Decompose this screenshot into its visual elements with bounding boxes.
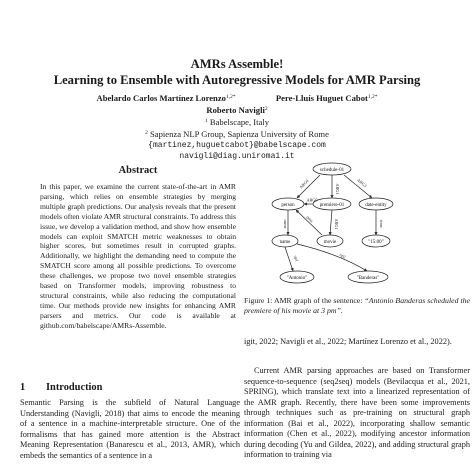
affiliation-1-marker: 1	[204, 118, 208, 124]
amr-graph-figure	[264, 158, 474, 290]
node-premiere-label: premiere-01	[319, 202, 345, 208]
author-3: Roberto Navigli	[206, 105, 265, 115]
author-block	[0, 92, 474, 162]
title-line-2: Learning to Ensemble with Autoregressive Models for AMR Parsing	[53, 73, 421, 87]
affiliation-2-text: Sapienza NLP Group, Sapienza University of Rome	[149, 129, 329, 139]
section-number: 1	[20, 382, 26, 393]
figure-caption-label: Figure 1: AMR graph of the sentence:	[244, 296, 363, 305]
author-names-line	[0, 92, 474, 104]
node-banderas-label: "Banderas"	[356, 275, 380, 281]
section-title: Introduction	[46, 382, 103, 393]
author-1: Abelardo Carlos Martínez Lorenzo	[96, 93, 226, 103]
edge-label-time: time	[379, 220, 384, 228]
edge-label-op1: op1	[292, 254, 300, 263]
figure-caption-sentence: “Antonio Banderas scheduled the premiere of his movie at 3 pm”.	[244, 296, 470, 315]
affiliation-2-marker: 2	[145, 130, 148, 136]
node-person-label: person	[281, 202, 295, 208]
node-date-label: date-entity	[365, 202, 387, 208]
introduction-text: Semantic Parsing is the subfield of Natural Language Understanding (Navigli, 2018) that aims to encode the meaning of a sentence in a machine-interpretable structure. One of the formalisms that has gained more attention is the Abstract Meaning Representation (Banarescu et al., 2013, AMR), which embeds the semantics of a sentence in a	[20, 398, 240, 460]
right-column-top-text: igit, 2022; Navigli et al., 2022; Martínez Lorenzo et al., 2022).	[244, 337, 452, 346]
abstract-heading: Abstract	[118, 165, 158, 176]
edge-label-name: name	[283, 219, 288, 229]
edge-label-op2: op2	[338, 251, 347, 260]
right-column-paragraph: Current AMR parsing approaches are based on Transformer sequence-to-sequence (seq2seq) models (Bevilacqua et al., 2021, SPRING), which translate text into a linearized representation of the AMR graph. Recently, there have been some improvements through techniques such as pre-training on structural graph information (Bai et al., 2022), incorporating shallow semantic information (Chen et al., 2022), modifying ancestor information during decoding (Yu and Gildea, 2022), and adding structural graph information to training via	[244, 366, 470, 459]
affiliation-1-text: Babelscape, Italy	[209, 117, 270, 127]
edge-name-antonio	[285, 247, 293, 271]
node-name-label: name	[279, 239, 291, 245]
author-2: Pere-Lluís Huguet Cabot	[275, 93, 368, 103]
abstract-text: In this paper, we examine the current state-of-the-art in AMR parsing, which relies on ensemble strategies by merging multiple graph predictions. Our analysis reveals that the present models often violate AMR structural constraints. To address this issue, we develop a validation method, and show how ensemble models can exploit SMATCH metric weaknesses to obtain higher scores, but sometimes result in corrupted graphs. Additionally, we highlight the demanding need to compute the SMATCH score among all possible predictions. To overcome these challenges, we propose two novel ensemble strategies based on Transformer models, improving robustness to structural constraints, while also reducing the computational time. Our methods provide new insights for enhancing AMR parsers and metrics. Our code is available at github.com/babelscape/AMRs-Assemble.	[40, 182, 236, 330]
paper-title	[0, 56, 474, 88]
edge-label-premiere-arg0: ARG0	[306, 197, 318, 203]
edge-label-arg1: ARG1	[335, 183, 340, 195]
edge-name-banderas	[297, 244, 367, 271]
edge-label-arg3: ARG3	[356, 177, 368, 189]
node-movie-label: movie	[323, 239, 337, 245]
author-2-marker: 1,2*	[367, 94, 378, 100]
node-time-label: "15:00"	[368, 239, 384, 245]
edge-label-arg0: ARG0	[298, 178, 310, 190]
affiliation-1	[0, 116, 474, 128]
edge-label-premiere-arg1: ARG1	[334, 218, 339, 230]
author-3-line	[0, 104, 474, 116]
affiliation-2	[0, 128, 474, 140]
author-1-marker: 1,2*	[225, 94, 236, 100]
edge-label-poss: poss	[305, 214, 315, 224]
introduction-heading	[20, 382, 102, 393]
figure-caption	[244, 296, 470, 316]
email-2[interactable]: navigli@diag.uniroma1.it	[179, 152, 295, 161]
title-line-1: AMRs Assemble!	[190, 57, 284, 71]
edge-premiere-movie	[330, 210, 332, 235]
email-1[interactable]: {martinez,huguetcabot}@babelscape.com	[148, 141, 326, 150]
node-antonio-label: "Antonio"	[286, 275, 308, 281]
author-3-marker: 2	[264, 106, 268, 112]
node-schedule-label: schedule-01	[319, 167, 345, 173]
